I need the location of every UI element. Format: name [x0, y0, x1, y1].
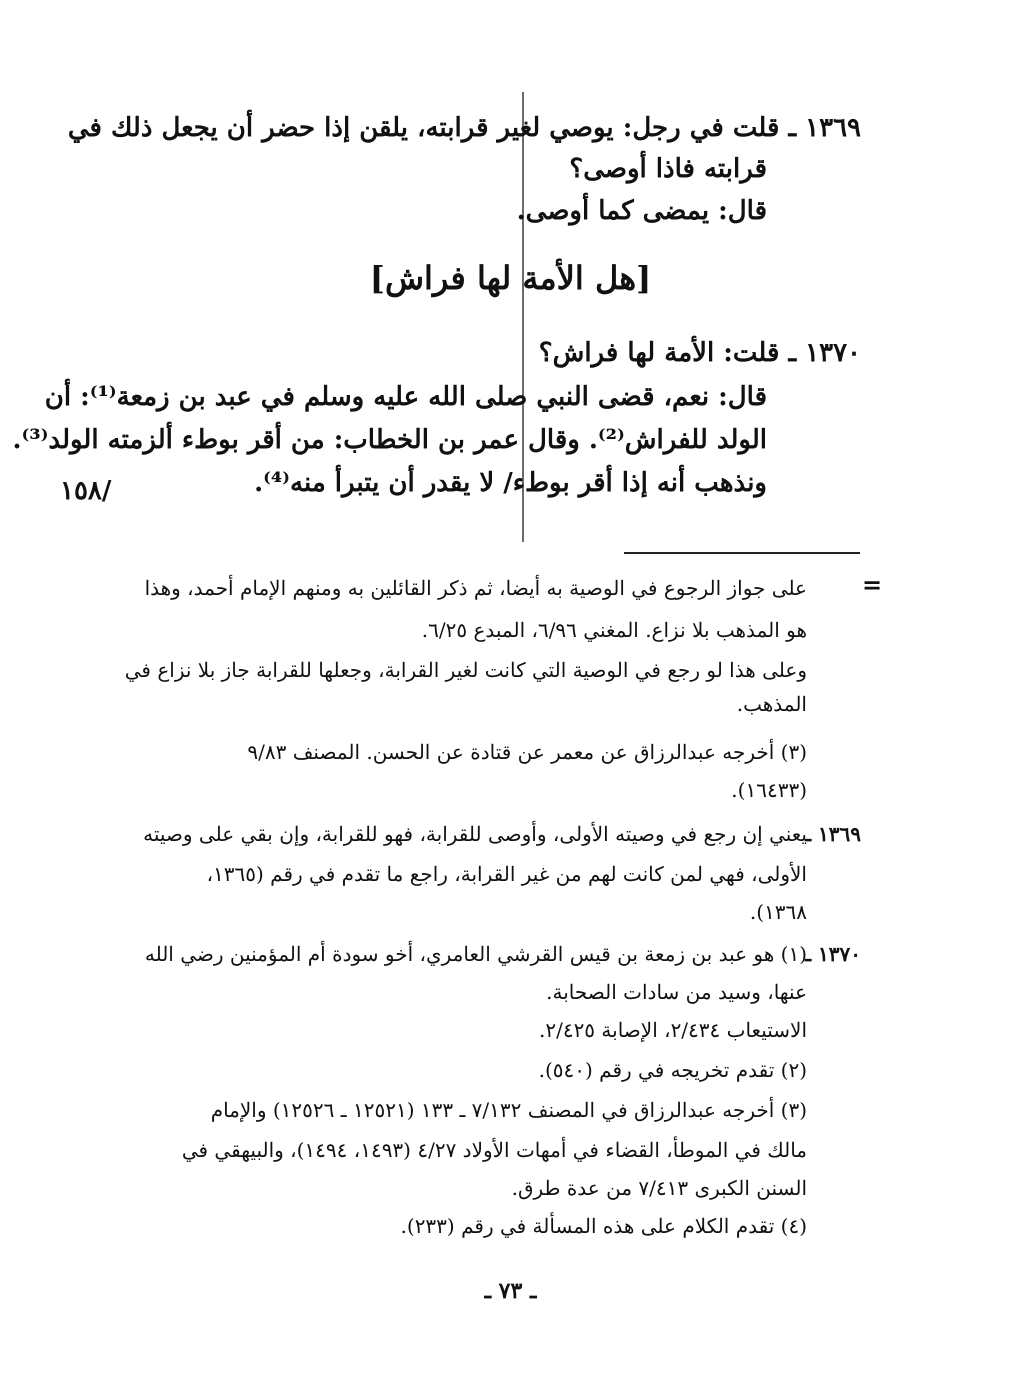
- footnote-1370-line-8: (٤) تقدم الكلام على هذه المسألة في رقم (٢٣٣).: [400, 1214, 807, 1238]
- footnote-cont-line-2: هو المذهب بلا نزاع. المغني ٦/٩٦، المبدع ٦/٢٥.: [421, 618, 807, 642]
- footnote-cont-line-1: على جواز الرجوع في الوصية به أيضا، ثم ذكر القائلين به ومنهم الإمام أحمد، وهذا: [144, 576, 807, 600]
- footnote-1370-line-2: عنها، وسيد من سادات الصحابة.: [546, 980, 807, 1004]
- paragraph-1370-text-1: قلت: الأمة لها فراش؟: [538, 338, 780, 368]
- footnote-1370-line-4: (٢) تقدم تخريجه في رقم (٥٤٠).: [538, 1058, 807, 1082]
- page-number: ـ ٧٣ ـ: [484, 1278, 537, 1304]
- footnote-1369-line-2: الأولى، فهي لمن كانت لهم من غير القرابة، راجع ما تقدم في رقم (١٣٦٥،: [206, 862, 807, 886]
- paragraph-1370-line-3: الولد للفراش⁽²⁾. وقال عمر بن الخطاب: من أقر بوطء ألزمته الولد⁽³⁾.: [12, 425, 767, 455]
- footnote-separator: [624, 552, 860, 554]
- paragraph-1369-line-1: [68, 111, 861, 145]
- paragraph-1369-line-2: قرابته فاذا أوصى؟: [569, 154, 767, 184]
- manuscript-folio-reference: /١٥٨: [60, 476, 112, 506]
- paragraph-1370-line-4: ونذهب أنه إذا أقر بوطء/ لا يقدر أن يتبرأ منه⁽⁴⁾.: [254, 468, 767, 498]
- footnote-1369-line-3: ١٣٦٨).: [749, 900, 807, 924]
- footnote-1370-line-3: الاستيعاب ٢/٤٣٤، الإصابة ٢/٤٢٥.: [538, 1018, 807, 1042]
- footnote-1370-line-5: (٣) أخرجه عبدالرزاق في المصنف ٧/١٣٢ ـ ١٣٣ (١٢٥٢١ ـ ١٢٥٢٦) والإمام: [210, 1098, 807, 1122]
- paragraph-1370-line-2: قال: نعم، قضى النبي صلى الله عليه وسلم في عبد بن زمعة⁽¹⁾: أن: [44, 382, 767, 412]
- footnote-cont-line-6: (١٦٤٣٣).: [731, 778, 807, 802]
- paragraph-1369-text-1: قلت في رجل: يوصي لغير قرابته، يلقن إذا حضر أن يجعل ذلك في: [67, 113, 780, 143]
- footnote-1370-line-7: السنن الكبرى ٧/٤١٣ من عدة طرق.: [511, 1176, 807, 1200]
- paragraph-1369-number: ١٣٦٩ ـ: [788, 113, 861, 143]
- section-heading: [هل الأمة لها فراش]: [369, 259, 652, 297]
- footnote-1369-line-1: يعني إن رجع في وصيته الأولى، وأوصى للقرابة، فهو للقرابة، وإن بقي على وصيته: [143, 822, 807, 846]
- footnote-1369-number: ١٣٦٩ ـ: [805, 822, 861, 846]
- footnote-1370-line-6: مالك في الموطأ، القضاء في أمهات الأولاد ٤/٢٧ (١٤٩٣، ١٤٩٤)، والبيهقي في: [181, 1138, 807, 1162]
- paragraph-1369-line-3: قال: يمضى كما أوصى.: [516, 196, 767, 226]
- continuation-mark: =: [862, 570, 883, 599]
- footnote-cont-line-3: وعلى هذا لو رجع في الوصية التي كانت لغير القرابة، وجعلها للقرابة جاز بلا نزاع في: [124, 658, 807, 682]
- footnote-cont-line-5: (٣) أخرجه عبدالرزاق عن معمر عن قتادة عن الحسن. المصنف ٩/٨٣: [247, 740, 807, 764]
- footnote-1370-number: ١٣٧٠ ـ: [805, 942, 861, 966]
- footnote-1370-line-1: (١) هو عبد بن زمعة بن قيس القرشي العامري، أخو سودة أم المؤمنين رضي الله: [144, 942, 807, 966]
- paragraph-1370-line-1: [539, 336, 861, 370]
- paragraph-1370-number: ١٣٧٠ ـ: [788, 338, 861, 368]
- footnote-cont-line-4: المذهب.: [736, 692, 807, 716]
